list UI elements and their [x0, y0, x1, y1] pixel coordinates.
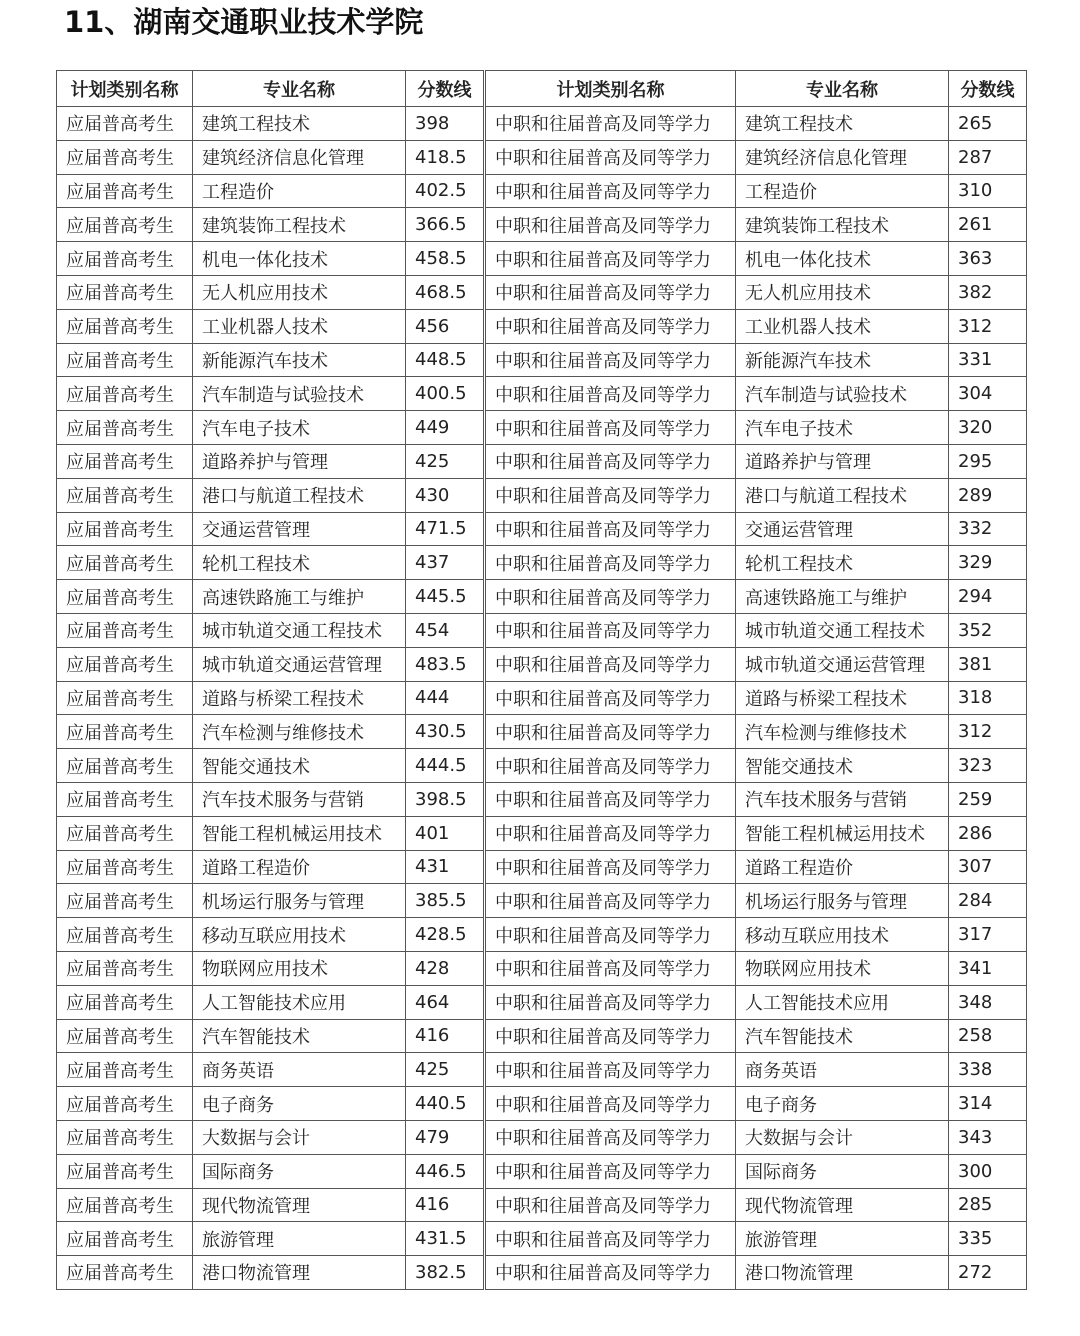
table-row: [57, 1019, 1027, 1053]
major-name-cell: 机场运行服务与管理: [193, 884, 406, 918]
table-row: [57, 208, 1027, 242]
score-line-cell: 332: [949, 512, 1027, 546]
score-line-cell: 431.5: [406, 1222, 485, 1256]
plan-category-cell: 应届普高考生: [57, 1154, 193, 1188]
score-line-cell: 312: [949, 715, 1027, 749]
score-line-cell: 341: [949, 951, 1027, 985]
plan-category-cell: 中职和往届普高及同等学力: [485, 681, 736, 715]
major-name-cell: 建筑经济信息化管理: [736, 140, 949, 174]
header-plan-category: 计划类别名称: [485, 71, 736, 107]
major-name-cell: 机电一体化技术: [736, 242, 949, 276]
score-line-cell: 363: [949, 242, 1027, 276]
score-line-cell: 310: [949, 174, 1027, 208]
score-line-cell: 258: [949, 1019, 1027, 1053]
table-row: [57, 546, 1027, 580]
table-row: [57, 715, 1027, 749]
plan-category-cell: 中职和往届普高及同等学力: [485, 478, 736, 512]
major-name-cell: 大数据与会计: [736, 1120, 949, 1154]
score-line-cell: 307: [949, 850, 1027, 884]
score-line-cell: 398.5: [406, 782, 485, 816]
score-line-cell: 483.5: [406, 647, 485, 681]
major-name-cell: 汽车智能技术: [736, 1019, 949, 1053]
score-line-cell: 272: [949, 1256, 1027, 1290]
major-name-cell: 无人机应用技术: [736, 275, 949, 309]
plan-category-cell: 中职和往届普高及同等学力: [485, 985, 736, 1019]
table-row: [57, 1222, 1027, 1256]
plan-category-cell: 中职和往届普高及同等学力: [485, 1053, 736, 1087]
major-name-cell: 交通运营管理: [736, 512, 949, 546]
table-row: [57, 681, 1027, 715]
table-row: [57, 411, 1027, 445]
plan-category-cell: 中职和往届普高及同等学力: [485, 377, 736, 411]
major-name-cell: 物联网应用技术: [736, 951, 949, 985]
major-name-cell: 工业机器人技术: [736, 309, 949, 343]
score-line-cell: 400.5: [406, 377, 485, 411]
table-row: [57, 985, 1027, 1019]
score-table: [56, 70, 1027, 1290]
plan-category-cell: 应届普高考生: [57, 985, 193, 1019]
score-line-cell: 431: [406, 850, 485, 884]
major-name-cell: 智能工程机械运用技术: [193, 816, 406, 850]
score-line-cell: 416: [406, 1188, 485, 1222]
major-name-cell: 建筑工程技术: [736, 107, 949, 141]
score-line-cell: 449: [406, 411, 485, 445]
major-name-cell: 人工智能技术应用: [193, 985, 406, 1019]
major-name-cell: 汽车检测与维修技术: [736, 715, 949, 749]
plan-category-cell: 中职和往届普高及同等学力: [485, 208, 736, 242]
plan-category-cell: 应届普高考生: [57, 647, 193, 681]
plan-category-cell: 应届普高考生: [57, 1120, 193, 1154]
table-row: [57, 647, 1027, 681]
major-name-cell: 港口与航道工程技术: [193, 478, 406, 512]
score-line-cell: 331: [949, 343, 1027, 377]
table-row: [57, 242, 1027, 276]
major-name-cell: 道路养护与管理: [736, 444, 949, 478]
plan-category-cell: 中职和往届普高及同等学力: [485, 140, 736, 174]
table-header-row: [57, 71, 1027, 107]
score-line-cell: 338: [949, 1053, 1027, 1087]
table-row: [57, 884, 1027, 918]
plan-category-cell: 应届普高考生: [57, 377, 193, 411]
plan-category-cell: 应届普高考生: [57, 174, 193, 208]
plan-category-cell: 应届普高考生: [57, 1019, 193, 1053]
plan-category-cell: 应届普高考生: [57, 782, 193, 816]
plan-category-cell: 应届普高考生: [57, 1222, 193, 1256]
plan-category-cell: 应届普高考生: [57, 444, 193, 478]
header-plan-category: 计划类别名称: [57, 71, 193, 107]
major-name-cell: 建筑装饰工程技术: [736, 208, 949, 242]
plan-category-cell: 中职和往届普高及同等学力: [485, 850, 736, 884]
score-line-cell: 300: [949, 1154, 1027, 1188]
plan-category-cell: 中职和往届普高及同等学力: [485, 613, 736, 647]
score-line-cell: 294: [949, 580, 1027, 614]
score-line-cell: 401: [406, 816, 485, 850]
score-line-cell: 385.5: [406, 884, 485, 918]
table-body: [57, 107, 1027, 1290]
score-line-cell: 444: [406, 681, 485, 715]
table-row: [57, 512, 1027, 546]
plan-category-cell: 中职和往届普高及同等学力: [485, 107, 736, 141]
plan-category-cell: 应届普高考生: [57, 1256, 193, 1290]
major-name-cell: 道路与桥梁工程技术: [193, 681, 406, 715]
major-name-cell: 港口物流管理: [736, 1256, 949, 1290]
table-row: [57, 309, 1027, 343]
score-line-cell: 382: [949, 275, 1027, 309]
major-name-cell: 汽车智能技术: [193, 1019, 406, 1053]
plan-category-cell: 应届普高考生: [57, 613, 193, 647]
score-line-cell: 285: [949, 1188, 1027, 1222]
score-line-cell: 261: [949, 208, 1027, 242]
major-name-cell: 旅游管理: [193, 1222, 406, 1256]
plan-category-cell: 中职和往届普高及同等学力: [485, 512, 736, 546]
plan-category-cell: 应届普高考生: [57, 242, 193, 276]
plan-category-cell: 应届普高考生: [57, 816, 193, 850]
score-line-cell: 348: [949, 985, 1027, 1019]
plan-category-cell: 应届普高考生: [57, 343, 193, 377]
table-row: [57, 478, 1027, 512]
score-line-cell: 430: [406, 478, 485, 512]
score-line-cell: 458.5: [406, 242, 485, 276]
plan-category-cell: 中职和往届普高及同等学力: [485, 884, 736, 918]
score-line-cell: 289: [949, 478, 1027, 512]
plan-category-cell: 应届普高考生: [57, 681, 193, 715]
plan-category-cell: 中职和往届普高及同等学力: [485, 444, 736, 478]
major-name-cell: 现代物流管理: [193, 1188, 406, 1222]
plan-category-cell: 中职和往届普高及同等学力: [485, 546, 736, 580]
table-row: [57, 850, 1027, 884]
score-line-cell: 416: [406, 1019, 485, 1053]
score-line-cell: 448.5: [406, 343, 485, 377]
score-line-cell: 312: [949, 309, 1027, 343]
score-line-cell: 335: [949, 1222, 1027, 1256]
score-line-cell: 287: [949, 140, 1027, 174]
major-name-cell: 道路工程造价: [736, 850, 949, 884]
score-line-cell: 468.5: [406, 275, 485, 309]
score-line-cell: 440.5: [406, 1087, 485, 1121]
score-line-cell: 259: [949, 782, 1027, 816]
table-row: [57, 444, 1027, 478]
score-line-cell: 446.5: [406, 1154, 485, 1188]
score-line-cell: 314: [949, 1087, 1027, 1121]
table-row: [57, 749, 1027, 783]
plan-category-cell: 应届普高考生: [57, 749, 193, 783]
major-name-cell: 轮机工程技术: [736, 546, 949, 580]
major-name-cell: 城市轨道交通运营管理: [193, 647, 406, 681]
plan-category-cell: 应届普高考生: [57, 140, 193, 174]
major-name-cell: 物联网应用技术: [193, 951, 406, 985]
plan-category-cell: 应届普高考生: [57, 275, 193, 309]
major-name-cell: 城市轨道交通运营管理: [736, 647, 949, 681]
table-row: [57, 613, 1027, 647]
major-name-cell: 机电一体化技术: [193, 242, 406, 276]
score-line-cell: 456: [406, 309, 485, 343]
plan-category-cell: 中职和往届普高及同等学力: [485, 1120, 736, 1154]
table-row: [57, 377, 1027, 411]
plan-category-cell: 应届普高考生: [57, 884, 193, 918]
table-row: [57, 782, 1027, 816]
plan-category-cell: 中职和往届普高及同等学力: [485, 343, 736, 377]
major-name-cell: 汽车技术服务与营销: [736, 782, 949, 816]
major-name-cell: 商务英语: [736, 1053, 949, 1087]
plan-category-cell: 应届普高考生: [57, 546, 193, 580]
table-row: [57, 1188, 1027, 1222]
table-row: [57, 1053, 1027, 1087]
major-name-cell: 旅游管理: [736, 1222, 949, 1256]
score-line-cell: 471.5: [406, 512, 485, 546]
plan-category-cell: 应届普高考生: [57, 715, 193, 749]
major-name-cell: 工业机器人技术: [193, 309, 406, 343]
score-line-cell: 425: [406, 444, 485, 478]
major-name-cell: 新能源汽车技术: [736, 343, 949, 377]
plan-category-cell: 中职和往届普高及同等学力: [485, 580, 736, 614]
plan-category-cell: 中职和往届普高及同等学力: [485, 715, 736, 749]
score-line-cell: 398: [406, 107, 485, 141]
major-name-cell: 电子商务: [736, 1087, 949, 1121]
major-name-cell: 道路工程造价: [193, 850, 406, 884]
major-name-cell: 城市轨道交通工程技术: [193, 613, 406, 647]
major-name-cell: 城市轨道交通工程技术: [736, 613, 949, 647]
plan-category-cell: 中职和往届普高及同等学力: [485, 309, 736, 343]
header-major-name: 专业名称: [736, 71, 949, 107]
major-name-cell: 现代物流管理: [736, 1188, 949, 1222]
score-line-cell: 425: [406, 1053, 485, 1087]
major-name-cell: 汽车技术服务与营销: [193, 782, 406, 816]
score-line-cell: 445.5: [406, 580, 485, 614]
score-line-cell: 428: [406, 951, 485, 985]
table-row: [57, 1120, 1027, 1154]
major-name-cell: 移动互联应用技术: [736, 918, 949, 952]
score-line-cell: 295: [949, 444, 1027, 478]
table-row: [57, 1256, 1027, 1290]
table-row: [57, 174, 1027, 208]
score-line-cell: 265: [949, 107, 1027, 141]
header-major-name: 专业名称: [193, 71, 406, 107]
score-line-cell: 304: [949, 377, 1027, 411]
plan-category-cell: 中职和往届普高及同等学力: [485, 816, 736, 850]
major-name-cell: 高速铁路施工与维护: [736, 580, 949, 614]
major-name-cell: 建筑经济信息化管理: [193, 140, 406, 174]
table-row: [57, 1154, 1027, 1188]
score-line-cell: 454: [406, 613, 485, 647]
major-name-cell: 高速铁路施工与维护: [193, 580, 406, 614]
score-line-cell: 418.5: [406, 140, 485, 174]
plan-category-cell: 中职和往届普高及同等学力: [485, 782, 736, 816]
score-line-cell: 464: [406, 985, 485, 1019]
table-row: [57, 140, 1027, 174]
plan-category-cell: 应届普高考生: [57, 918, 193, 952]
plan-category-cell: 应届普高考生: [57, 1188, 193, 1222]
major-name-cell: 建筑工程技术: [193, 107, 406, 141]
plan-category-cell: 应届普高考生: [57, 850, 193, 884]
major-name-cell: 电子商务: [193, 1087, 406, 1121]
major-name-cell: 道路与桥梁工程技术: [736, 681, 949, 715]
major-name-cell: 汽车电子技术: [736, 411, 949, 445]
plan-category-cell: 中职和往届普高及同等学力: [485, 918, 736, 952]
plan-category-cell: 中职和往届普高及同等学力: [485, 1188, 736, 1222]
major-name-cell: 人工智能技术应用: [736, 985, 949, 1019]
major-name-cell: 国际商务: [736, 1154, 949, 1188]
plan-category-cell: 应届普高考生: [57, 512, 193, 546]
plan-category-cell: 应届普高考生: [57, 208, 193, 242]
header-score-line: 分数线: [406, 71, 485, 107]
plan-category-cell: 应届普高考生: [57, 1087, 193, 1121]
plan-category-cell: 中职和往届普高及同等学力: [485, 1087, 736, 1121]
table-row: [57, 107, 1027, 141]
score-line-cell: 428.5: [406, 918, 485, 952]
major-name-cell: 无人机应用技术: [193, 275, 406, 309]
major-name-cell: 汽车制造与试验技术: [193, 377, 406, 411]
plan-category-cell: 中职和往届普高及同等学力: [485, 951, 736, 985]
score-line-cell: 318: [949, 681, 1027, 715]
table-row: [57, 1087, 1027, 1121]
major-name-cell: 汽车制造与试验技术: [736, 377, 949, 411]
major-name-cell: 国际商务: [193, 1154, 406, 1188]
major-name-cell: 道路养护与管理: [193, 444, 406, 478]
plan-category-cell: 中职和往届普高及同等学力: [485, 1019, 736, 1053]
score-line-cell: 444.5: [406, 749, 485, 783]
score-line-cell: 479: [406, 1120, 485, 1154]
major-name-cell: 智能交通技术: [193, 749, 406, 783]
score-line-cell: 286: [949, 816, 1027, 850]
score-line-cell: 430.5: [406, 715, 485, 749]
plan-category-cell: 应届普高考生: [57, 478, 193, 512]
plan-category-cell: 中职和往届普高及同等学力: [485, 1154, 736, 1188]
major-name-cell: 轮机工程技术: [193, 546, 406, 580]
major-name-cell: 工程造价: [193, 174, 406, 208]
plan-category-cell: 中职和往届普高及同等学力: [485, 647, 736, 681]
major-name-cell: 汽车电子技术: [193, 411, 406, 445]
major-name-cell: 机场运行服务与管理: [736, 884, 949, 918]
plan-category-cell: 应届普高考生: [57, 107, 193, 141]
plan-category-cell: 应届普高考生: [57, 580, 193, 614]
plan-category-cell: 中职和往届普高及同等学力: [485, 242, 736, 276]
score-line-cell: 402.5: [406, 174, 485, 208]
table-row: [57, 343, 1027, 377]
plan-category-cell: 应届普高考生: [57, 951, 193, 985]
score-line-cell: 381: [949, 647, 1027, 681]
major-name-cell: 移动互联应用技术: [193, 918, 406, 952]
score-line-cell: 329: [949, 546, 1027, 580]
score-line-cell: 366.5: [406, 208, 485, 242]
major-name-cell: 建筑装饰工程技术: [193, 208, 406, 242]
score-line-cell: 343: [949, 1120, 1027, 1154]
major-name-cell: 新能源汽车技术: [193, 343, 406, 377]
major-name-cell: 港口物流管理: [193, 1256, 406, 1290]
page-title: 11、湖南交通职业技术学院: [64, 5, 424, 39]
table-row: [57, 951, 1027, 985]
plan-category-cell: 中职和往届普高及同等学力: [485, 174, 736, 208]
table-row: [57, 816, 1027, 850]
plan-category-cell: 中职和往届普高及同等学力: [485, 1256, 736, 1290]
score-line-cell: 284: [949, 884, 1027, 918]
plan-category-cell: 应届普高考生: [57, 1053, 193, 1087]
score-line-cell: 323: [949, 749, 1027, 783]
major-name-cell: 港口与航道工程技术: [736, 478, 949, 512]
table-row: [57, 918, 1027, 952]
plan-category-cell: 中职和往届普高及同等学力: [485, 411, 736, 445]
table-row: [57, 275, 1027, 309]
header-score-line: 分数线: [949, 71, 1027, 107]
major-name-cell: 工程造价: [736, 174, 949, 208]
score-line-cell: 352: [949, 613, 1027, 647]
major-name-cell: 汽车检测与维修技术: [193, 715, 406, 749]
major-name-cell: 商务英语: [193, 1053, 406, 1087]
plan-category-cell: 中职和往届普高及同等学力: [485, 275, 736, 309]
score-line-cell: 437: [406, 546, 485, 580]
table-row: [57, 580, 1027, 614]
score-line-cell: 382.5: [406, 1256, 485, 1290]
major-name-cell: 智能工程机械运用技术: [736, 816, 949, 850]
plan-category-cell: 中职和往届普高及同等学力: [485, 1222, 736, 1256]
plan-category-cell: 应届普高考生: [57, 411, 193, 445]
plan-category-cell: 应届普高考生: [57, 309, 193, 343]
major-name-cell: 智能交通技术: [736, 749, 949, 783]
score-line-cell: 317: [949, 918, 1027, 952]
major-name-cell: 大数据与会计: [193, 1120, 406, 1154]
plan-category-cell: 中职和往届普高及同等学力: [485, 749, 736, 783]
major-name-cell: 交通运营管理: [193, 512, 406, 546]
score-line-cell: 320: [949, 411, 1027, 445]
